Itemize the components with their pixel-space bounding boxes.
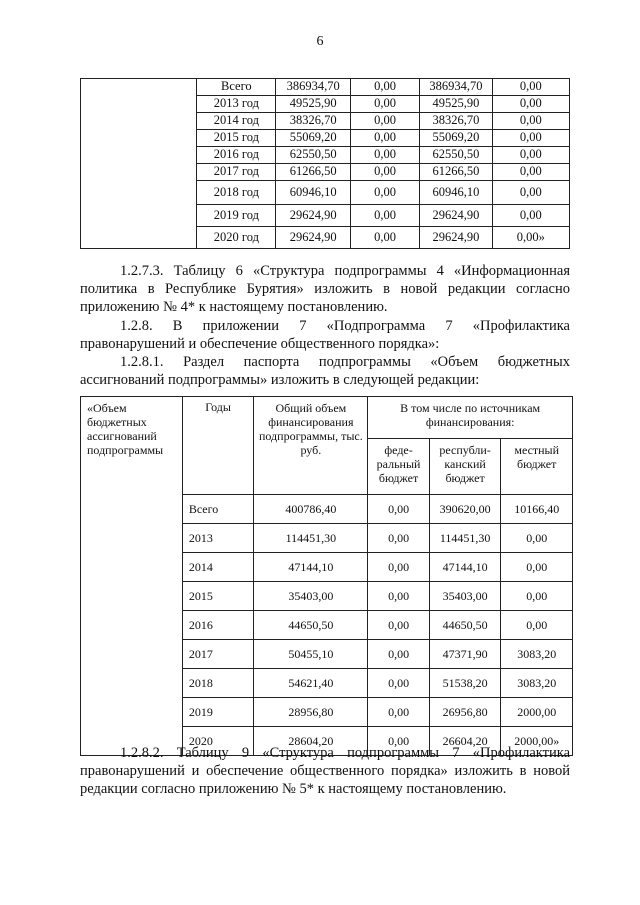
year-cell: 2015 год [197, 130, 276, 147]
republic-header: республи-канский бюджет [429, 439, 501, 495]
header-row [81, 397, 573, 439]
year-cell: 2020 [182, 727, 254, 756]
republic-cell: 26956,80 [429, 698, 501, 727]
local-cell: 0,00 [501, 524, 573, 553]
total-cell: 60946,10 [276, 181, 350, 205]
republic-cell: 26604,20 [429, 727, 501, 756]
federal-cell: 0,00 [350, 227, 419, 249]
republic-cell: 62550,50 [420, 147, 493, 164]
page-number: 6 [316, 34, 324, 49]
republic-cell: 29624,90 [420, 205, 493, 227]
total-cell: 38326,70 [276, 113, 350, 130]
sources-header: В том числе по источникам финансирования: [368, 397, 573, 439]
republic-cell: 49525,90 [420, 96, 493, 113]
federal-cell: 0,00 [368, 524, 430, 553]
federal-cell: 0,00 [350, 79, 419, 96]
total-cell: 35403,00 [254, 582, 368, 611]
year-cell: 2014 год [197, 113, 276, 130]
paragraph-1-2-8 [80, 317, 570, 353]
paragraph-text: 1.2.8.1. Раздел паспорта подпрограммы «Объем бюджетных ассигнований подпрограммы» изложить в следующей редакции: [80, 354, 570, 388]
federal-cell: 0,00 [350, 147, 419, 164]
republic-cell: 61266,50 [420, 164, 493, 181]
year-cell: 2018 [182, 669, 254, 698]
local-cell: 0,00 [501, 611, 573, 640]
republic-cell: 114451,30 [429, 524, 501, 553]
total-cell: 400786,40 [254, 495, 368, 524]
paragraph-text: 1.2.8. В приложении 7 «Подпрограмма 7 «Профилактика правонарушений и обеспечение общественного порядка»: [80, 318, 570, 352]
table-row [81, 79, 570, 96]
local-cell: 0,00 [492, 130, 569, 147]
total-cell: 28604,20 [254, 727, 368, 756]
year-cell: 2019 [182, 698, 254, 727]
year-cell: 2019 год [197, 205, 276, 227]
total-cell: 28956,80 [254, 698, 368, 727]
republic-cell: 386934,70 [420, 79, 493, 96]
year-cell: 2020 год [197, 227, 276, 249]
year-cell: 2018 год [197, 181, 276, 205]
federal-cell: 0,00 [350, 113, 419, 130]
years-header: Годы [182, 397, 254, 495]
paragraph-1-2-8-1 [80, 353, 570, 389]
total-cell: 29624,90 [276, 205, 350, 227]
republic-cell: 35403,00 [429, 582, 501, 611]
republic-cell: 47371,90 [429, 640, 501, 669]
total-cell: 44650,50 [254, 611, 368, 640]
local-cell: 0,00 [492, 96, 569, 113]
local-cell: 2000,00» [501, 727, 573, 756]
total-cell: 55069,20 [276, 130, 350, 147]
total-cell: 386934,70 [276, 79, 350, 96]
federal-cell: 0,00 [368, 553, 430, 582]
paragraph-text: 1.2.8.2. Таблицу 9 «Структура подпрограммы 7 «Профилактика правонарушений и обеспечение общественного порядка» изложить в новой редакции согласно приложению № 5* к настоящему постановлению. [80, 745, 570, 797]
total-cell: 49525,90 [276, 96, 350, 113]
year-cell: 2013 год [197, 96, 276, 113]
federal-cell: 0,00 [368, 582, 430, 611]
republic-cell: 47144,10 [429, 553, 501, 582]
total-cell: 29624,90 [276, 227, 350, 249]
total-header: Общий объем финансирования подпрограммы, тыс. руб. [254, 397, 368, 495]
year-cell: 2017 год [197, 164, 276, 181]
federal-cell: 0,00 [350, 164, 419, 181]
total-cell: 114451,30 [254, 524, 368, 553]
paragraph-text: 1.2.7.3. Таблицу 6 «Структура подпрограммы 4 «Информационная политика в Республике Бурятия» изложить в новой редакции согласно приложению № 4* к настоящему постановлению. [80, 263, 570, 315]
local-cell: 0,00 [492, 147, 569, 164]
federal-cell: 0,00 [368, 611, 430, 640]
federal-header: феде-ральный бюджет [368, 439, 430, 495]
local-cell: 3083,20 [501, 669, 573, 698]
local-header: местный бюджет [501, 439, 573, 495]
local-cell: 0,00» [492, 227, 569, 249]
year-cell: 2016 [182, 611, 254, 640]
federal-cell: 0,00 [350, 130, 419, 147]
republic-cell: 51538,20 [429, 669, 501, 698]
year-cell: Всего [182, 495, 254, 524]
funding-table-subprogram-4 [80, 78, 570, 249]
republic-cell: 60946,10 [420, 181, 493, 205]
republic-cell: 55069,20 [420, 130, 493, 147]
year-cell: 2016 год [197, 147, 276, 164]
total-cell: 50455,10 [254, 640, 368, 669]
budget-allocation-table [80, 396, 573, 756]
local-cell: 0,00 [492, 164, 569, 181]
federal-cell: 0,00 [350, 181, 419, 205]
budget-table-body [81, 397, 573, 756]
local-cell: 0,00 [492, 181, 569, 205]
local-cell: 3083,20 [501, 640, 573, 669]
republic-cell: 390620,00 [429, 495, 501, 524]
republic-cell: 38326,70 [420, 113, 493, 130]
federal-cell: 0,00 [368, 495, 430, 524]
federal-cell: 0,00 [368, 698, 430, 727]
federal-cell: 0,00 [350, 205, 419, 227]
local-cell: 0,00 [501, 582, 573, 611]
total-cell: 61266,50 [276, 164, 350, 181]
republic-cell: 44650,50 [429, 611, 501, 640]
funding-table-body [81, 79, 570, 249]
year-cell: Всего [197, 79, 276, 96]
total-cell: 47144,10 [254, 553, 368, 582]
local-cell: 0,00 [492, 205, 569, 227]
local-cell: 0,00 [492, 113, 569, 130]
local-cell: 2000,00 [501, 698, 573, 727]
allocation-label-cell: «Объем бюджетных ассигнований подпрограммы [81, 397, 183, 756]
federal-cell: 0,00 [368, 640, 430, 669]
local-cell: 0,00 [492, 79, 569, 96]
paragraph-1-2-7-3 [80, 262, 570, 316]
year-cell: 2017 [182, 640, 254, 669]
republic-cell: 29624,90 [420, 227, 493, 249]
federal-cell: 0,00 [350, 96, 419, 113]
year-cell: 2015 [182, 582, 254, 611]
local-cell: 0,00 [501, 553, 573, 582]
total-cell: 54621,40 [254, 669, 368, 698]
local-cell: 10166,40 [501, 495, 573, 524]
federal-cell: 0,00 [368, 669, 430, 698]
year-cell: 2013 [182, 524, 254, 553]
paragraph-1-2-8-2 [80, 744, 570, 798]
total-cell: 62550,50 [276, 147, 350, 164]
year-cell: 2014 [182, 553, 254, 582]
empty-label-cell [81, 79, 197, 249]
federal-cell: 0,00 [368, 727, 430, 756]
